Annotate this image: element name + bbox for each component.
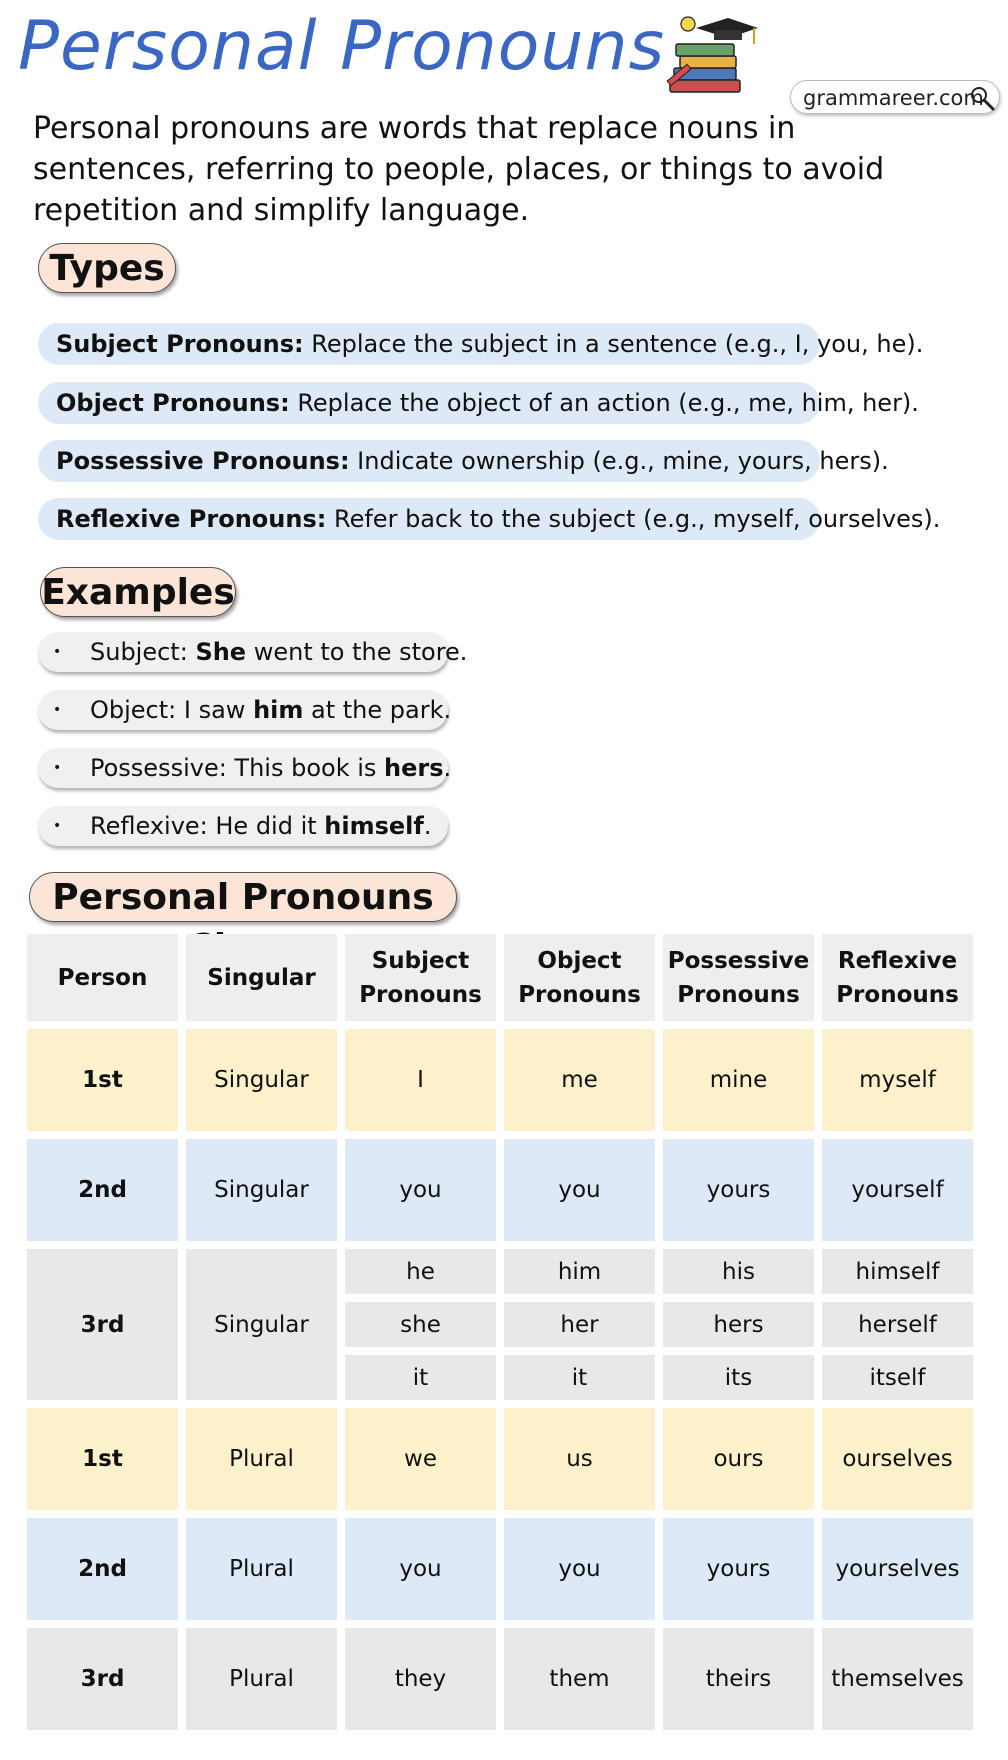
- table-cell-number: Singular: [186, 1249, 337, 1400]
- table-cell-subject: he: [345, 1249, 496, 1294]
- table-cell-reflexive: myself: [822, 1029, 973, 1131]
- table-cell-object: me: [504, 1029, 655, 1131]
- table-cell-possessive: yours: [663, 1518, 814, 1620]
- type-label: Subject Pronouns:: [56, 330, 304, 358]
- example-post: went to the store.: [246, 638, 468, 666]
- type-label: Reflexive Pronouns:: [56, 505, 327, 533]
- type-reflexive: [38, 498, 941, 540]
- pronoun-chart-table: [27, 934, 975, 1734]
- magnifier-icon: [969, 85, 995, 111]
- table-cell-person: 1st: [27, 1408, 178, 1510]
- table-cell-subject: I: [345, 1029, 496, 1131]
- type-text: Replace the subject in a sentence (e.g., I, you, he).: [303, 330, 924, 358]
- table-cell-object: her: [504, 1302, 655, 1347]
- table-cell-subject: it: [345, 1355, 496, 1400]
- chart-heading: Personal Pronouns: [29, 872, 457, 922]
- type-subject: [38, 323, 924, 365]
- table-cell-subject: she: [345, 1302, 496, 1347]
- table-cell-subject: you: [345, 1518, 496, 1620]
- table-cell-possessive: yours: [663, 1139, 814, 1241]
- table-cell-subject: we: [345, 1408, 496, 1510]
- page-title: Personal Pronouns: [18, 7, 665, 86]
- type-text: Replace the object of an action (e.g., me, him, her).: [289, 389, 919, 417]
- table-cell-number: Plural: [186, 1628, 337, 1730]
- table-cell-reflexive: yourselves: [822, 1518, 973, 1620]
- table-cell-possessive: its: [663, 1355, 814, 1400]
- bullet: •: [53, 760, 62, 776]
- examples-heading: Examples: [40, 567, 236, 617]
- example-bold: himself: [324, 812, 424, 840]
- example-pre: Possessive: This book is: [90, 754, 385, 782]
- header-reflexive: Reflexive Pronouns: [822, 934, 973, 1021]
- example-pre: Subject:: [90, 638, 196, 666]
- table-cell-object: us: [504, 1408, 655, 1510]
- table-cell-person: 3rd: [27, 1628, 178, 1730]
- table-cell-person: 3rd: [27, 1249, 178, 1400]
- type-label: Object Pronouns:: [56, 389, 290, 417]
- example-post: .: [443, 754, 452, 782]
- table-cell-number: Singular: [186, 1029, 337, 1131]
- table-cell-reflexive: yourself: [822, 1139, 973, 1241]
- example-post: .: [423, 812, 432, 840]
- type-label: Possessive Pronouns:: [56, 447, 350, 475]
- type-text: Refer back to the subject (e.g., myself, ourselves).: [326, 505, 941, 533]
- table-cell-possessive: theirs: [663, 1628, 814, 1730]
- bullet: •: [53, 644, 62, 660]
- example-post: at the park.: [303, 696, 452, 724]
- table-cell-possessive: his: [663, 1249, 814, 1294]
- site-name: grammareer.com: [803, 86, 984, 110]
- type-text: Indicate ownership (e.g., mine, yours, hers).: [349, 447, 889, 475]
- table-cell-possessive: mine: [663, 1029, 814, 1131]
- header-subject: Subject Pronouns: [345, 934, 496, 1021]
- example-reflexive: [38, 806, 448, 846]
- table-cell-object: you: [504, 1139, 655, 1241]
- header-object: Object Pronouns: [504, 934, 655, 1021]
- books-graduation-icon: [666, 10, 762, 98]
- table-cell-possessive: hers: [663, 1302, 814, 1347]
- example-bold: him: [253, 696, 304, 724]
- table-cell-object: you: [504, 1518, 655, 1620]
- example-bold: She: [195, 638, 247, 666]
- table-cell-reflexive: herself: [822, 1302, 973, 1347]
- bullet: •: [53, 702, 62, 718]
- table-cell-subject: you: [345, 1139, 496, 1241]
- table-cell-reflexive: ourselves: [822, 1408, 973, 1510]
- table-cell-reflexive: himself: [822, 1249, 973, 1294]
- example-pre: Reflexive: He did it: [90, 812, 325, 840]
- intro-paragraph: Personal pronouns are words that replace nouns in sentences, referring to people, places, or things to avoid repetition and simplify language.: [33, 111, 885, 228]
- table-cell-person: 2nd: [27, 1518, 178, 1620]
- table-cell-person: 1st: [27, 1029, 178, 1131]
- table-cell-number: Plural: [186, 1518, 337, 1620]
- table-cell-reflexive: itself: [822, 1355, 973, 1400]
- table-cell-possessive: ours: [663, 1408, 814, 1510]
- header-number: Singular: [186, 934, 337, 1021]
- type-object: [38, 382, 919, 424]
- example-object: [38, 690, 452, 730]
- table-cell-number: Singular: [186, 1139, 337, 1241]
- table-cell-person: 2nd: [27, 1139, 178, 1241]
- header-possessive: Possessive Pronouns: [663, 934, 814, 1021]
- table-cell-reflexive: themselves: [822, 1628, 973, 1730]
- table-cell-subject: they: [345, 1628, 496, 1730]
- types-heading: Types: [38, 243, 176, 293]
- header-person: Person: [27, 934, 178, 1021]
- example-subject: [38, 632, 468, 672]
- table-cell-object: him: [504, 1249, 655, 1294]
- example-bold: hers: [384, 754, 444, 782]
- example-possessive: [38, 748, 452, 788]
- table-cell-number: Plural: [186, 1408, 337, 1510]
- type-possessive: [38, 440, 889, 482]
- table-cell-object: it: [504, 1355, 655, 1400]
- example-pre: Object: I saw: [90, 696, 254, 724]
- bullet: •: [53, 818, 62, 834]
- table-cell-object: them: [504, 1628, 655, 1730]
